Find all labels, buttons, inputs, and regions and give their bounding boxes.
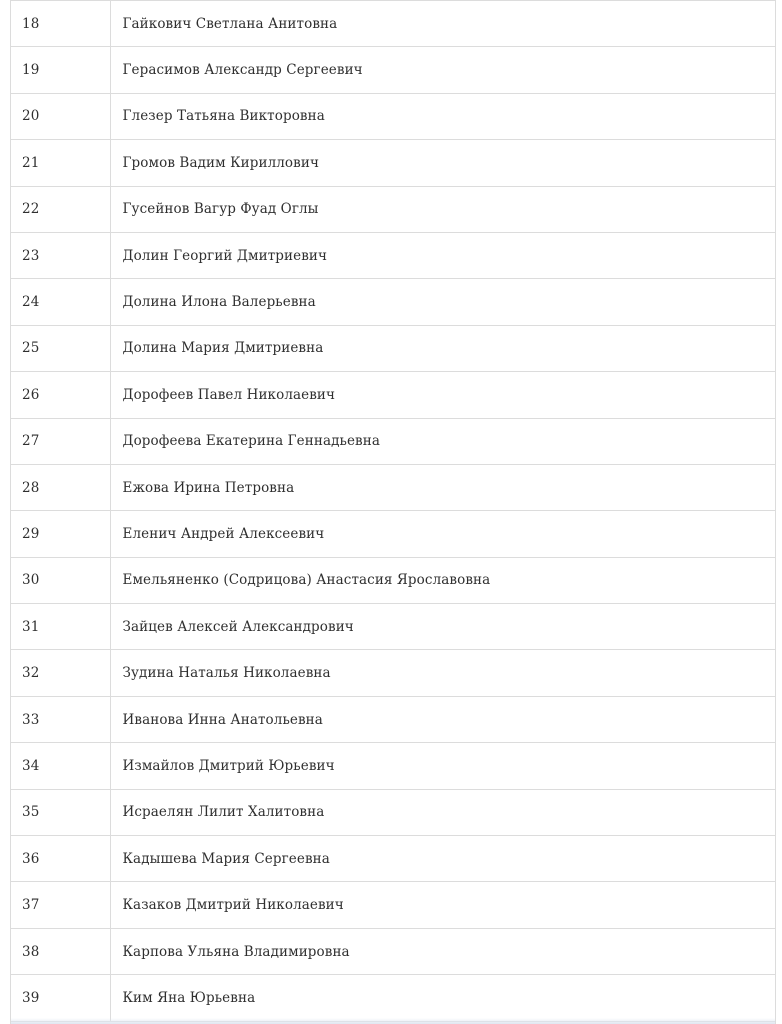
row-number: 39 [11,975,110,1021]
full-name: Карпова Ульяна Владимировна [110,928,775,974]
table-row [11,140,775,186]
row-number: 26 [11,372,110,418]
table-row [11,511,775,557]
names-table-container [10,0,776,1024]
row-number: 31 [11,604,110,650]
full-name: Еленич Андрей Алексеевич [110,511,775,557]
table-row [11,975,775,1021]
row-number: 30 [11,557,110,603]
full-name: Глезер Татьяна Викторовна [110,93,775,139]
table-row [11,232,775,278]
full-name: Емельяненко (Содрицова) Анастасия Ярославовна [110,557,775,603]
row-number: 28 [11,464,110,510]
table-row [11,464,775,510]
row-number: 36 [11,836,110,882]
row-number: 32 [11,650,110,696]
row-number: 20 [11,93,110,139]
full-name: Гусейнов Вагур Фуад Оглы [110,186,775,232]
full-name: Дорофеев Павел Николаевич [110,372,775,418]
row-number: 38 [11,928,110,974]
table-row [11,372,775,418]
full-name: Кадышева Мария Сергеевна [110,836,775,882]
row-number: 37 [11,882,110,928]
row-number: 34 [11,743,110,789]
table-row [11,836,775,882]
full-name: Казаков Дмитрий Николаевич [110,882,775,928]
table-row [11,557,775,603]
table-row [11,186,775,232]
row-number: 33 [11,696,110,742]
table-row [11,789,775,835]
full-name: Долин Георгий Дмитриевич [110,232,775,278]
table-row [11,650,775,696]
full-name: Зудина Наталья Николаевна [110,650,775,696]
row-number: 24 [11,279,110,325]
table-row [11,93,775,139]
row-number: 25 [11,325,110,371]
table-row [11,928,775,974]
row-number: 23 [11,232,110,278]
full-name: Долина Мария Дмитриевна [110,325,775,371]
names-table-body [11,1,775,1022]
row-number: 29 [11,511,110,557]
table-row [11,418,775,464]
row-number: 19 [11,47,110,93]
full-name: Зайцев Алексей Александрович [110,604,775,650]
full-name: Герасимов Александр Сергеевич [110,47,775,93]
table-row [11,696,775,742]
row-number: 27 [11,418,110,464]
row-number: 18 [11,1,110,47]
full-name: Исраелян Лилит Халитовна [110,789,775,835]
table-row [11,47,775,93]
table-row [11,604,775,650]
full-name: Измайлов Дмитрий Юрьевич [110,743,775,789]
table-row [11,279,775,325]
table-row [11,1,775,47]
full-name: Ким Яна Юрьевна [110,975,775,1021]
full-name: Громов Вадим Кириллович [110,140,775,186]
table-row [11,325,775,371]
row-number: 22 [11,186,110,232]
full-name: Ежова Ирина Петровна [110,464,775,510]
full-name: Дорофеева Екатерина Геннадьевна [110,418,775,464]
full-name: Иванова Инна Анатольевна [110,696,775,742]
table-row [11,743,775,789]
names-table [11,0,775,1022]
row-number: 35 [11,789,110,835]
full-name: Гайкович Светлана Анитовна [110,1,775,47]
row-number: 21 [11,140,110,186]
full-name: Долина Илона Валерьевна [110,279,775,325]
table-row [11,882,775,928]
bottom-edge-shade [11,1018,775,1024]
